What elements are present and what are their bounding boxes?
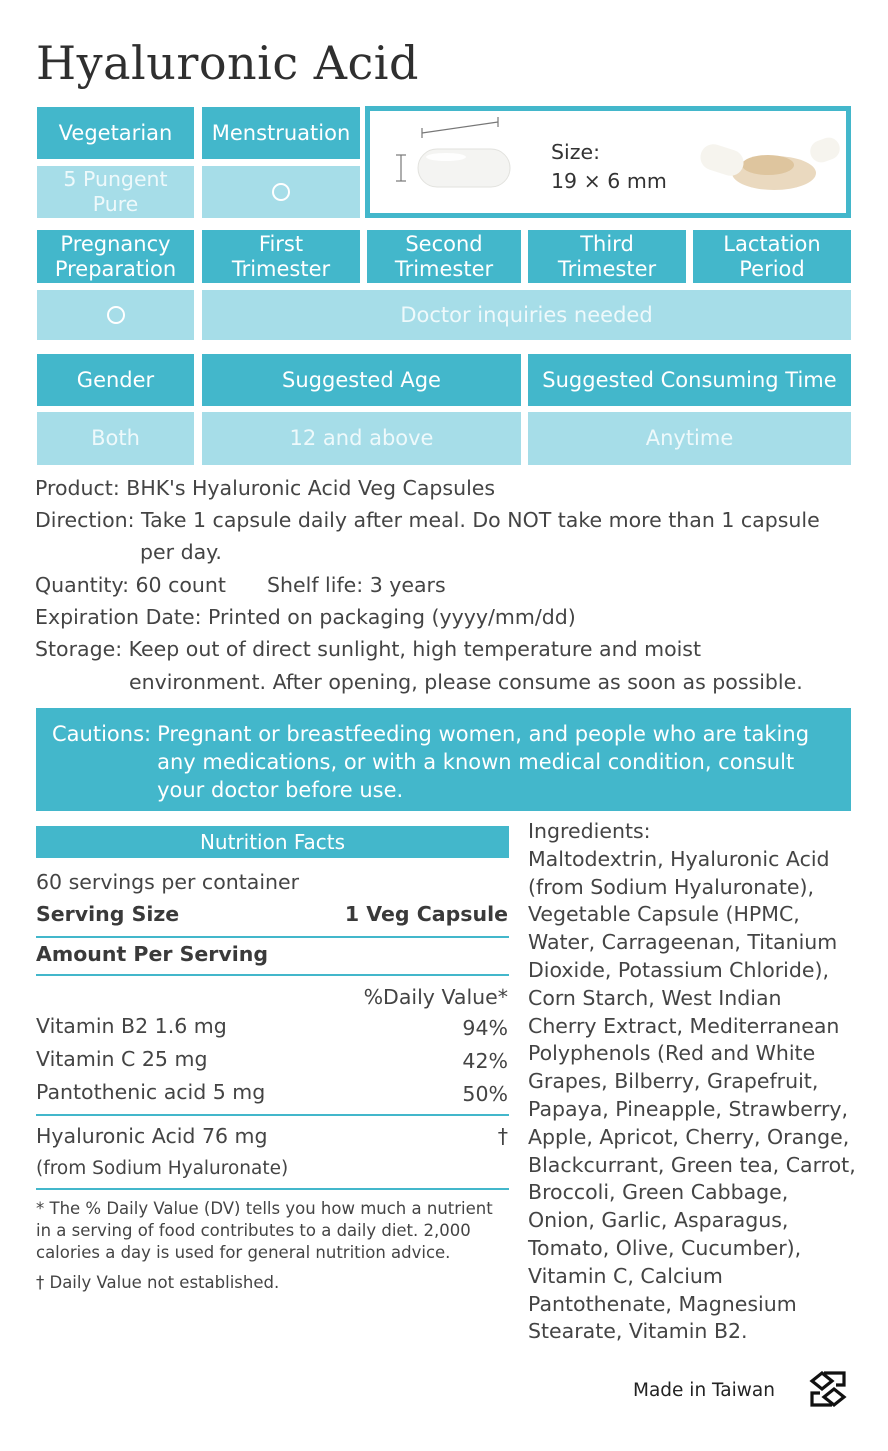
capsule-size-box — [365, 106, 851, 218]
footnote-line: * The % Daily Value (DV) tells you how much a nutrient — [36, 1199, 493, 1218]
ingredients-line: Stearate, Vitamin B2. — [528, 1319, 748, 1344]
recycle-icon — [808, 1369, 848, 1409]
size-label: Size: — [551, 140, 600, 164]
divider — [36, 936, 509, 938]
nutrient-dv: 94% — [462, 1016, 508, 1040]
vegetarian-header: Vegetarian — [37, 107, 194, 159]
direction-line: Direction: Take 1 capsule daily after meal. Do NOT take more than 1 capsule — [35, 508, 820, 532]
daily-value-header: %Daily Value* — [363, 985, 508, 1009]
time-value: Anytime — [528, 412, 851, 465]
age-value: 12 and above — [202, 412, 521, 465]
ingredients-line: Pantothenate, Magnesium — [528, 1291, 797, 1316]
lactation-period-header: Lactation Period — [693, 230, 851, 283]
ingredients-line: Water, Carrageenan, Titanium — [528, 930, 838, 955]
doctor-inquiries-cell: Doctor inquiries needed — [202, 290, 851, 340]
footnote-line: † Daily Value not established. — [36, 1273, 280, 1292]
nutrient-dv: 42% — [462, 1049, 508, 1073]
third-trimester-header: Third Trimester — [528, 230, 686, 283]
ingredients-line: Broccoli, Green Cabbage, — [528, 1180, 789, 1205]
pungent-pure-cell: 5 Pungent Pure — [37, 166, 194, 218]
caution-line: any medications, or with a known medical condition, consult — [157, 750, 795, 774]
menstruation-header: Menstruation — [202, 107, 360, 159]
product-line: Product: BHK's Hyaluronic Acid Veg Capsules — [35, 476, 496, 500]
circle-icon — [107, 306, 125, 324]
storage-line-continued: environment. After opening, please consume as soon as possible. — [129, 670, 803, 694]
storage-line: Storage: Keep out of direct sunlight, high temperature and moist — [35, 637, 702, 661]
divider — [36, 1114, 509, 1116]
pregnancy-preparation-header: Pregnancy Preparation — [37, 230, 194, 283]
caution-line: your doctor before use. — [157, 778, 404, 802]
first-trimester-header: First Trimester — [202, 230, 360, 283]
divider — [36, 974, 509, 976]
nutrition-facts-header: Nutrition Facts — [36, 826, 509, 858]
ingredients-line: Blackcurrant, Green tea, Carrot, — [528, 1152, 856, 1177]
ingredients-line: Onion, Garlic, Asparagus, — [528, 1208, 789, 1233]
ingredients-line: Tomato, Olive, Cucumber), — [528, 1235, 802, 1260]
hyaluronic-acid-row: Hyaluronic Acid 76 mg — [36, 1124, 268, 1148]
gender-value: Both — [37, 412, 194, 465]
nutrient-dv: 50% — [462, 1082, 508, 1106]
servings-per-container: 60 servings per container — [36, 870, 300, 894]
ingredients-line: Vitamin C, Calcium — [528, 1263, 723, 1288]
capsule-illustration — [370, 111, 846, 213]
expiration-line: Expiration Date: Printed on packaging (yyyy/mm/dd) — [35, 605, 576, 629]
ingredients-line: Vegetable Capsule (HPMC, — [528, 902, 800, 927]
nutrient-name: Pantothenic acid 5 mg — [36, 1080, 266, 1104]
ingredients-line: Papaya, Pineapple, Strawberry, — [528, 1096, 849, 1121]
gender-header: Gender — [37, 354, 194, 406]
circle-icon — [272, 183, 290, 201]
ingredients-line: (from Sodium Hyaluronate), — [528, 874, 814, 899]
quantity-line: Quantity: 60 count — [35, 573, 226, 597]
suggested-time-header: Suggested Consuming Time — [528, 354, 851, 406]
ingredients-line: Maltodextrin, Hyaluronic Acid — [528, 846, 830, 871]
ingredients-line: Dioxide, Potassium Chloride), — [528, 957, 829, 982]
direction-line-continued: per day. — [140, 540, 222, 564]
menstruation-value — [202, 166, 360, 218]
ingredients-list — [528, 818, 858, 1346]
serving-size-label: Serving Size — [36, 902, 180, 926]
caution-line: Pregnant or breastfeeding women, and people who are taking — [157, 722, 810, 746]
ingredients-line: Apple, Apricot, Cherry, Orange, — [528, 1124, 850, 1149]
footnote-line: calories a day is used for general nutrition advice. — [36, 1243, 451, 1262]
page-title: Hyaluronic Acid — [36, 36, 419, 90]
cautions-box — [36, 708, 851, 811]
hyaluronic-acid-source: (from Sodium Hyaluronate) — [36, 1158, 289, 1179]
nutrient-name: Vitamin C 25 mg — [36, 1047, 208, 1071]
cautions-label: Cautions: — [52, 722, 152, 746]
ingredients-line: Polyphenols (Red and White — [528, 1041, 816, 1066]
ingredients-line: Corn Starch, West Indian — [528, 985, 782, 1010]
hyaluronic-acid-dv: † — [497, 1124, 508, 1148]
footnote-line: in a serving of food contributes to a daily diet. 2,000 — [36, 1221, 471, 1240]
pregnancy-preparation-value — [37, 290, 194, 340]
made-in-taiwan: Made in Taiwan — [633, 1380, 775, 1401]
second-trimester-header: Second Trimester — [367, 230, 521, 283]
amount-per-serving: Amount Per Serving — [36, 942, 269, 966]
ingredients-line: Cherry Extract, Mediterranean — [528, 1013, 840, 1038]
serving-size-value: 1 Veg Capsule — [344, 902, 508, 926]
ingredients-line: Grapes, Bilberry, Grapefruit, — [528, 1069, 819, 1094]
nutrient-name: Vitamin B2 1.6 mg — [36, 1014, 227, 1038]
ingredients-line: Ingredients: — [528, 819, 651, 843]
size-value: 19 × 6 mm — [551, 169, 667, 193]
suggested-age-header: Suggested Age — [202, 354, 521, 406]
shelf-life-line: Shelf life: 3 years — [267, 573, 446, 597]
divider — [36, 1188, 509, 1190]
